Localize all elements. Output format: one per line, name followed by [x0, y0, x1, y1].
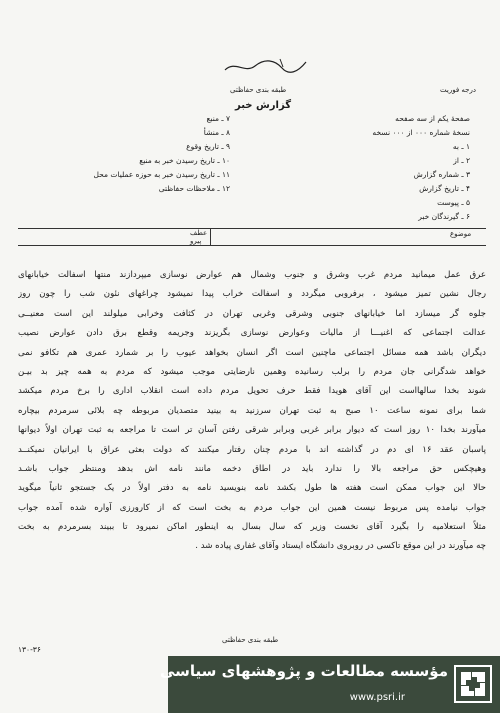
field-source-received-date: ۱۰ ـ تاریخ رسیدن خبر به منبع: [139, 156, 230, 165]
field-area-received-date: ۱۱ ـ تاریخ رسیدن خبر به حوزه عملیات محل: [93, 170, 230, 179]
body-line: چه میآورند در این موقع تاکسی در روبروی دانشگاه ایستاد وآقای غفاری پیاده شد .: [195, 541, 486, 552]
divider-line: [18, 245, 486, 246]
body-line: عرق عمل میمانید مردم غرب وشرق و جنوب وشمال هم عوارض نوسازی میپردازند منتها اسفالت خیابانهای: [18, 270, 486, 280]
body-line: خواهد شدگرانی جان مردم را برلب رسانیده وهمین نارضایتی موجب میشود که مردم به همه چیز بد بیـن: [18, 366, 486, 377]
institute-banner: [159, 656, 500, 713]
body-line: دیگران باشد همه مسائل اجتماعی ماچنین است اگر انسان بخواهد عیوب را بر شمارد عمری هم تکافو نمی: [18, 347, 486, 358]
field-copy: نسخۀ شماره ۰۰۰ از ۰۰۰ نسخه: [372, 128, 470, 137]
institute-name: مؤسسه مطالعات و پژوهشهای سیاسی: [159, 662, 448, 680]
header-classification: طبقه بندی حفاظتی: [230, 86, 287, 94]
divider-line: [18, 228, 486, 229]
body-line: جلوه گر میسازد اما خیابانهای جنوبی وشرقی وغربی تهران در کثافت وخرابی میلولند این است معنیــی: [18, 308, 486, 319]
body-line: پاسبان عقد ۱۶ ای دم در گذاشته اند با مردم چنان رفتار میکنند که دولت بعثی عراق با ایرانیان نمیکنــد: [18, 444, 486, 455]
body-line: حالا این جواب ممکن است هفته ها طول بکشد نامه بنویسید نامه به دفتر اولاً در یک جستجو ثانیاً میگوید: [18, 483, 486, 494]
field-attachment: ۵ ـ پیوست: [437, 198, 470, 207]
field-origin: ۸ ـ منشأ: [203, 128, 230, 137]
report-body: [18, 266, 486, 557]
report-title: گزارش خبر: [235, 100, 292, 111]
field-to: ۱ ـ به: [452, 142, 470, 151]
body-line: وهیچکس حق مراجعه بالا را ندارد باید در اطاق دخمه مانند نامه اش بدهد ومنتظر جواب باشـد: [18, 463, 486, 474]
atf-label: عطف: [190, 229, 208, 237]
divider-line: [210, 228, 211, 245]
field-page: صفحۀ یکم از سه صفحه: [395, 114, 470, 123]
footer-classification: طبقه بندی حفاظتی: [222, 636, 279, 644]
fields-right: [330, 112, 470, 224]
body-line: رجال نشین تمیز میشود ، برفروبی میگردد و اسفالت خراب پیدا نمیشود چراغهای نئون شب را چون روز: [18, 289, 486, 300]
body-line: شما برای نمونه ساعت ۱۰ صبح به ثبت تهران سرزنید به بینید متصدیان مربوطه چه بلائی سرمردم بیچاره: [18, 405, 486, 416]
field-from: ۲ ـ از: [453, 156, 470, 165]
body-line: شوند بخدا سالهااست این آقای هویدا فقط حرف تحویل مردم داده است انقلاب اداری را برخ مردم میکشد: [18, 386, 486, 397]
institute-logo-icon: [454, 665, 492, 703]
field-report-number: ۳ ـ شماره گزارش: [413, 170, 470, 179]
body-line: میآورند بخدا ۱۰ روز است که دیوار برابر غربی وبرابر شرقی رفتن آسان تر است تا مراجعه به ثبت تهران اولاً دیوانها: [18, 425, 486, 436]
handwritten-scribble: [220, 56, 310, 78]
institute-url: www.psri.ir: [349, 692, 405, 703]
field-source: ۷ ـ منبع: [206, 114, 230, 123]
field-occurrence-date: ۹ ـ تاریخ وقوع: [186, 142, 230, 151]
field-security-notes: ۱۲ ـ ملاحظات حفاظتی: [158, 184, 230, 193]
body-line: مثلاً استعلامیه را بگیرد آقای نخست وزیر که سال بسال به اینطور اماکن نمیرود تا ببیند بسرمردم به بخت: [18, 522, 486, 533]
field-recipients: ۶ ـ گیرندگان خبر: [418, 212, 470, 221]
peyro-label: پیرو: [190, 237, 202, 245]
body-line: عدالت اجتماعی که اغنیـــا از مالیات وعوارض نوسازی بگریزند وجریمه وقطع برق دادن عوارض نصیب: [18, 328, 486, 339]
priority-label: درجه فوریت: [440, 86, 476, 94]
page-number: ۱۳۰-۳۶: [18, 645, 41, 654]
body-line: جواب نیامده پس مربوط نیست همین این جواب مردم به بخت است که از کارورزی آواره شده آمده جواب: [18, 502, 486, 513]
subject-label: موضوع: [450, 230, 472, 238]
fields-left: [60, 112, 230, 196]
field-report-date: ۴ ـ تاریخ گزارش: [419, 184, 470, 193]
